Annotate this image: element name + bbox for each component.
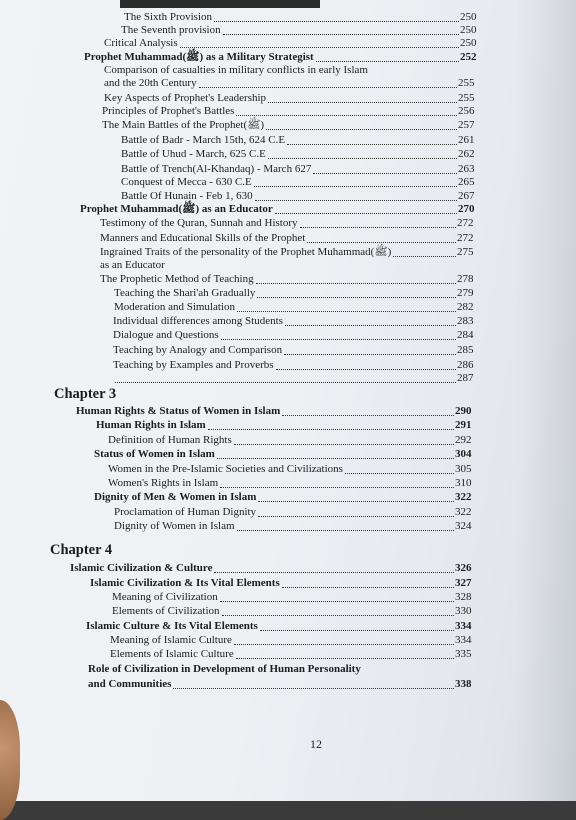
toc-entry (121, 23, 480, 37)
dot-leader (222, 613, 454, 616)
toc-entry (110, 647, 475, 661)
dot-leader (237, 309, 456, 312)
toc-entry (104, 76, 478, 90)
toc-entry-title: Status of Women in Islam (94, 448, 215, 460)
toc-entry (100, 272, 477, 286)
toc-entry-title: Battle of Trench(Al-Khandaq) - March 627 (121, 163, 312, 175)
toc-page-number: 262 (458, 148, 475, 160)
toc-entry-title: Key Aspects of Prophet's Leadership (104, 92, 267, 104)
dot-leader (254, 184, 457, 187)
toc-entry-title: Dignity of Men & Women in Islam (94, 491, 257, 503)
toc-entry-title: Human Rights in Islam (96, 419, 206, 431)
toc-page-number: 285 (457, 344, 474, 356)
dot-leader (214, 570, 454, 573)
toc-page-number: 322 (455, 506, 472, 518)
toc-page-number: 263 (458, 163, 475, 175)
toc-entry (84, 50, 480, 64)
toc-entry-title: Elements of Islamic Culture (110, 648, 234, 660)
dot-leader (307, 240, 456, 243)
dot-leader (214, 19, 459, 22)
toc-entry (88, 677, 475, 691)
toc-entry (110, 633, 475, 647)
toc-page-number: 279 (457, 287, 474, 299)
toc-page-number: 290 (455, 405, 472, 417)
dot-leader (268, 156, 457, 159)
toc-entry-title: Testimony of the Quran, Sunnah and History (100, 217, 298, 229)
toc-page-number: 330 (455, 605, 472, 617)
toc-entry (121, 175, 478, 189)
book-edge (120, 0, 320, 8)
toc-entry-title: Manners and Educational Skills of the Prophet (100, 232, 306, 244)
toc-entry (100, 258, 477, 272)
toc-entry (112, 604, 475, 618)
toc-entry-title: Moderation and Simulation (114, 301, 235, 313)
toc-page-number: 305 (455, 463, 472, 475)
toc-entry (88, 662, 475, 676)
toc-entry (114, 300, 477, 314)
toc-page-number: 267 (458, 190, 475, 202)
toc-entry (76, 404, 475, 418)
toc-entry (121, 147, 478, 161)
toc-entry-title: Dialogue and Questions (113, 329, 219, 341)
toc-entry-title: Women in the Pre-Islamic Societies and Civilizations (108, 463, 343, 475)
toc-page-number: 272 (457, 217, 474, 229)
toc-page-number: 291 (455, 419, 472, 431)
dot-leader (275, 211, 457, 214)
toc-page-number: 261 (458, 134, 475, 146)
toc-entry-title: Role of Civilization in Development of Human Personality (88, 663, 361, 675)
toc-page-number: 322 (455, 491, 472, 503)
toc-entry-title: The Seventh provision (121, 24, 221, 36)
toc-entry (114, 286, 477, 300)
toc-page-number: 328 (455, 591, 472, 603)
toc-page-number: 252 (460, 51, 477, 63)
toc-entry (114, 519, 475, 533)
toc-entry (124, 10, 480, 24)
dot-leader (234, 442, 454, 445)
toc-entry (112, 590, 475, 604)
dot-leader (268, 100, 457, 103)
toc-page-number: 284 (457, 329, 474, 341)
toc-entry (100, 216, 477, 230)
toc-page-number: 286 (457, 359, 474, 371)
dot-leader (282, 585, 454, 588)
toc-entry (100, 231, 477, 245)
toc-page-number: 334 (455, 634, 472, 646)
toc-page-number: 257 (458, 119, 475, 131)
dot-leader (258, 499, 454, 502)
dot-leader (282, 413, 454, 416)
toc-entry-title: Islamic Civilization & Its Vital Elements (90, 577, 280, 589)
toc-entry-title: Ingrained Traits of the personality of the Prophet Muhammad(ﷺ) (100, 246, 392, 258)
dot-leader (266, 127, 457, 130)
toc-entry (104, 63, 480, 77)
dot-leader (256, 281, 456, 284)
toc-entry-title: Elements of Civilization (112, 605, 220, 617)
toc-entry (121, 189, 478, 203)
toc-entry (121, 133, 478, 147)
toc-entry-title: and Communities (88, 678, 172, 690)
toc-entry (94, 490, 475, 504)
toc-page-number: 250 (460, 11, 477, 23)
dot-leader (284, 352, 456, 355)
chapter-heading: Chapter 3 (54, 386, 117, 402)
toc-entry-title: Battle of Badr - March 15th, 624 C.E (121, 134, 286, 146)
toc-entry-title: The Main Battles of the Prophet(ﷺ) (102, 119, 265, 131)
dot-leader (223, 32, 459, 35)
toc-entry (80, 202, 478, 216)
dot-leader (220, 599, 454, 602)
toc-page-number: 283 (457, 315, 474, 327)
dot-leader (393, 254, 456, 257)
toc-entry (94, 447, 475, 461)
toc-entry (108, 433, 475, 447)
toc-entry (113, 314, 477, 328)
toc-page-number: 275 (457, 246, 474, 258)
toc-entry (102, 118, 478, 132)
toc-page-number: 250 (460, 24, 477, 36)
toc-entry-title: Meaning of Civilization (112, 591, 218, 603)
toc-entry (70, 561, 475, 575)
toc-entry (113, 328, 477, 342)
dot-leader (260, 628, 454, 631)
toc-entry (104, 36, 480, 50)
toc-entry (108, 462, 475, 476)
toc-page-number: 334 (455, 620, 472, 632)
toc-page-number: 255 (458, 77, 475, 89)
toc-entry (100, 245, 477, 259)
toc-page-number: 250 (460, 37, 477, 49)
toc-entry (108, 476, 475, 490)
toc-page-number: 310 (455, 477, 472, 489)
dot-leader (237, 528, 454, 531)
toc-page-number: 326 (455, 562, 472, 574)
toc-entry (102, 104, 478, 118)
dot-leader (285, 323, 456, 326)
toc-entry-title: Individual differences among Students (113, 315, 283, 327)
toc-page-number: 287 (457, 372, 474, 384)
toc-page-number: 292 (455, 434, 472, 446)
toc-entry-title: Proclamation of Human Dignity (114, 506, 257, 518)
page-curl-shadow (516, 0, 576, 801)
toc-entry-title: Meaning of Islamic Culture (110, 634, 232, 646)
toc-page-number: 327 (455, 577, 472, 589)
toc-entry-title: and the 20th Century (104, 77, 197, 89)
toc-entry-title: Human Rights & Status of Women in Islam (76, 405, 281, 417)
dot-leader (173, 686, 454, 689)
dot-leader (345, 471, 454, 474)
toc-entry-title: Women's Rights in Islam (108, 477, 219, 489)
dot-leader (180, 45, 459, 48)
toc-entry-title: Battle Of Hunain - Feb 1, 630 (121, 190, 253, 202)
toc-page-number: 256 (458, 105, 475, 117)
toc-entry (121, 162, 478, 176)
toc-page-number: 324 (455, 520, 472, 532)
toc-entry-title: Critical Analysis (104, 37, 178, 49)
toc-entry-title: Battle of Uhud - March, 625 C.E (121, 148, 266, 160)
dot-leader (234, 642, 454, 645)
dot-leader (199, 85, 457, 88)
toc-entry (104, 91, 478, 105)
toc-entry-title: Islamic Culture & Its Vital Elements (86, 620, 258, 632)
toc-page-number: 338 (455, 678, 472, 690)
toc-entry (113, 371, 477, 385)
toc-entry-title: as an Educator (100, 259, 165, 271)
toc-page-number: 304 (455, 448, 472, 460)
toc-page-number: 282 (457, 301, 474, 313)
dot-leader (255, 198, 457, 201)
toc-page-number: 335 (455, 648, 472, 660)
dot-leader (217, 456, 454, 459)
toc-entry-title: Conquest of Mecca - 630 C.E (121, 176, 252, 188)
toc-entry-title: The Prophetic Method of Teaching (100, 273, 254, 285)
dot-leader (313, 171, 457, 174)
toc-page-number: 255 (458, 92, 475, 104)
dot-leader (258, 514, 454, 517)
toc-entry-title: Teaching the Shari'ah Gradually (114, 287, 256, 299)
dot-leader (300, 225, 456, 228)
toc-page-number: 265 (458, 176, 475, 188)
toc-entry-title: Prophet Muhammad(ﷺ) as an Educator (80, 203, 273, 215)
dot-leader (208, 427, 454, 430)
toc-entry-title: Teaching by Examples and Proverbs (113, 359, 274, 371)
dot-leader (257, 295, 456, 298)
dot-leader (316, 59, 459, 62)
toc-entry-title: Dignity of Women in Islam (114, 520, 235, 532)
toc-entry-title: Definition of Human Rights (108, 434, 232, 446)
toc-entry (114, 505, 475, 519)
toc-entry (86, 619, 475, 633)
dot-leader (221, 337, 456, 340)
dot-leader (115, 380, 456, 383)
toc-entry-title: Prophet Muhammad(ﷺ) as a Military Strategist (84, 51, 314, 63)
dot-leader (220, 485, 454, 488)
toc-entry-title: Principles of Prophet's Battles (102, 105, 235, 117)
toc-entry-title: Islamic Civilization & Culture (70, 562, 213, 574)
dot-leader (287, 142, 457, 145)
chapter-heading: Chapter 4 (50, 542, 113, 558)
dot-leader (236, 113, 457, 116)
page-number: 12 (310, 737, 322, 751)
toc-entry (113, 358, 477, 372)
toc-entry (90, 576, 475, 590)
dot-leader (276, 367, 456, 370)
toc-entry-title: Comparison of casualties in military conflicts in early Islam (104, 64, 368, 76)
dot-leader (236, 656, 454, 659)
toc-page-number: 270 (458, 203, 475, 215)
toc-entry (96, 418, 475, 432)
toc-entry-title: Teaching by Analogy and Comparison (113, 344, 283, 356)
toc-entry (113, 343, 477, 357)
toc-entry-title: The Sixth Provision (124, 11, 213, 23)
toc-page-number: 278 (457, 273, 474, 285)
toc-page-number: 272 (457, 232, 474, 244)
